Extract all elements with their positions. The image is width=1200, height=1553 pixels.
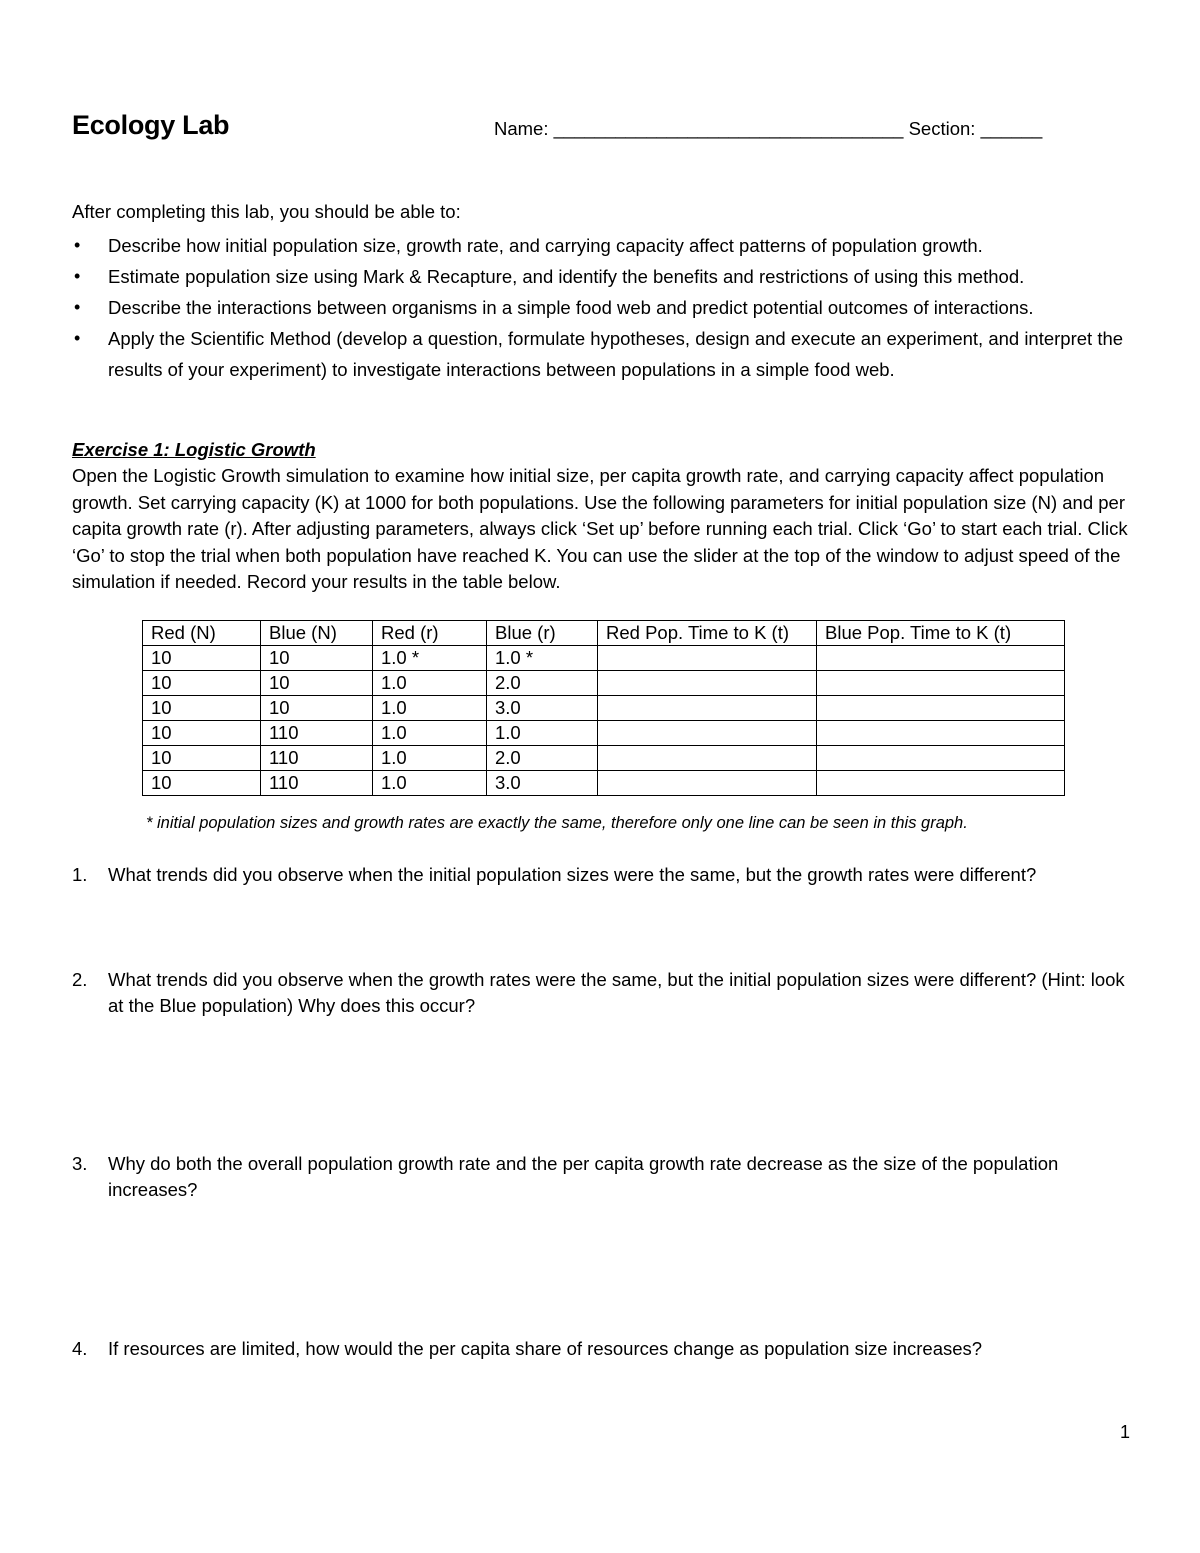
question-1: [72, 862, 1142, 888]
table-cell: 1.0: [373, 746, 487, 771]
table-row: [143, 746, 1065, 771]
question-number: 3.: [72, 1153, 88, 1174]
table-cell: 3.0: [487, 771, 598, 796]
header-cell: Red Pop. Time to K (t): [598, 621, 817, 646]
table-cell: 1.0: [487, 721, 598, 746]
table-cell: 2.0: [487, 746, 598, 771]
answer-cell[interactable]: [598, 721, 817, 746]
table-cell: 10: [143, 671, 261, 696]
answer-cell[interactable]: [817, 746, 1065, 771]
table-cell: 1.0 *: [373, 646, 487, 671]
question-text: What trends did you observe when the growth rates were the same, but the initial population sizes were different? (Hint: look at the Blue population) Why does this occur?: [108, 969, 1125, 1016]
table-cell: 10: [261, 671, 373, 696]
answer-cell[interactable]: [817, 721, 1065, 746]
answer-cell[interactable]: [598, 746, 817, 771]
table-cell: 1.0 *: [487, 646, 598, 671]
results-table: [142, 620, 1065, 796]
question-text: What trends did you observe when the initial population sizes were the same, but the growth rates were different?: [108, 864, 1037, 885]
table-row: [143, 646, 1065, 671]
answer-cell[interactable]: [598, 646, 817, 671]
table-cell: 110: [261, 721, 373, 746]
bullet-icon: •: [74, 266, 81, 286]
bullet-icon: •: [74, 328, 81, 348]
table-footnote: * initial population sizes and growth rates are exactly the same, therefore only one line can be seen in this graph.: [146, 814, 968, 832]
answer-cell[interactable]: [598, 671, 817, 696]
table-cell: 10: [143, 646, 261, 671]
table-row: [143, 721, 1065, 746]
objectives-intro: After completing this lab, you should be able to:: [72, 201, 461, 222]
header-cell: Blue (N): [261, 621, 373, 646]
table-header-row: [143, 621, 1065, 646]
question-number: 2.: [72, 969, 88, 990]
question-3: [72, 1151, 1142, 1203]
table-cell: 1.0: [373, 771, 487, 796]
table-cell: 10: [143, 771, 261, 796]
question-2: [72, 967, 1142, 1019]
question-text: Why do both the overall population growth rate and the per capita growth rate decrease as the size of the population increases?: [108, 1153, 1059, 1200]
bullet-icon: •: [74, 235, 81, 255]
list-item: [72, 323, 1152, 385]
list-item: [72, 292, 1152, 323]
exercise-heading: Exercise 1: Logistic Growth: [72, 439, 316, 460]
objective-text: Apply the Scientific Method (develop a question, formulate hypotheses, design and execute an experiment, and interpret the results of your experiment) to investigate interactions between populations in a simple food web.: [108, 328, 1124, 380]
table-cell: 3.0: [487, 696, 598, 721]
table-row: [143, 671, 1065, 696]
table-cell: 2.0: [487, 671, 598, 696]
answer-cell[interactable]: [817, 771, 1065, 796]
answer-cell[interactable]: [598, 771, 817, 796]
objective-text: Describe the interactions between organisms in a simple food web and predict potential outcomes of interactions.: [108, 297, 1034, 318]
question-4: [72, 1336, 1142, 1362]
header-cell: Blue Pop. Time to K (t): [817, 621, 1065, 646]
objective-text: Describe how initial population size, growth rate, and carrying capacity affect patterns of population growth.: [108, 235, 983, 256]
header-cell: Red (N): [143, 621, 261, 646]
answer-cell[interactable]: [598, 696, 817, 721]
header-cell: Blue (r): [487, 621, 598, 646]
table-cell: 10: [261, 696, 373, 721]
question-number: 4.: [72, 1338, 88, 1359]
answer-cell[interactable]: [817, 671, 1065, 696]
table-cell: 10: [143, 696, 261, 721]
table-row: [143, 771, 1065, 796]
name-section-field: Name: __________________________________ Section: ______: [494, 118, 1043, 139]
table-cell: 10: [143, 746, 261, 771]
objective-text: Estimate population size using Mark & Recapture, and identify the benefits and restrictions of using this method.: [108, 266, 1025, 287]
bullet-icon: •: [74, 297, 81, 317]
table-row: [143, 696, 1065, 721]
page-title: Ecology Lab: [72, 110, 230, 140]
table-cell: 1.0: [373, 671, 487, 696]
question-text: If resources are limited, how would the per capita share of resources change as population size increases?: [108, 1338, 983, 1359]
list-item: [72, 261, 1152, 292]
table-cell: 110: [261, 771, 373, 796]
exercise-instructions: Open the Logistic Growth simulation to examine how initial size, per capita growth rate, and carrying capacity affect population growth. Set carrying capacity (K) at 1000 for both populations. Use the following parameters for initial population size (N) and per capita growth rate (r). After adjusting parameters, always click ‘Set up’ before running each trial. Click ‘Go’ to start each trial. Click ‘Go’ to stop the trial when both population have reached K. You can use the slider at the top of the window to adjust speed of the simulation if needed. Record your results in the table below.: [72, 465, 1128, 592]
answer-cell[interactable]: [817, 646, 1065, 671]
page-number: 1: [1120, 1422, 1131, 1442]
answer-cell[interactable]: [817, 696, 1065, 721]
table-cell: 1.0: [373, 696, 487, 721]
question-number: 1.: [72, 864, 88, 885]
table-cell: 1.0: [373, 721, 487, 746]
table-cell: 10: [143, 721, 261, 746]
list-item: [72, 230, 1152, 261]
header-cell: Red (r): [373, 621, 487, 646]
table-cell: 110: [261, 746, 373, 771]
table-cell: 10: [261, 646, 373, 671]
objectives-list: [72, 230, 1152, 385]
